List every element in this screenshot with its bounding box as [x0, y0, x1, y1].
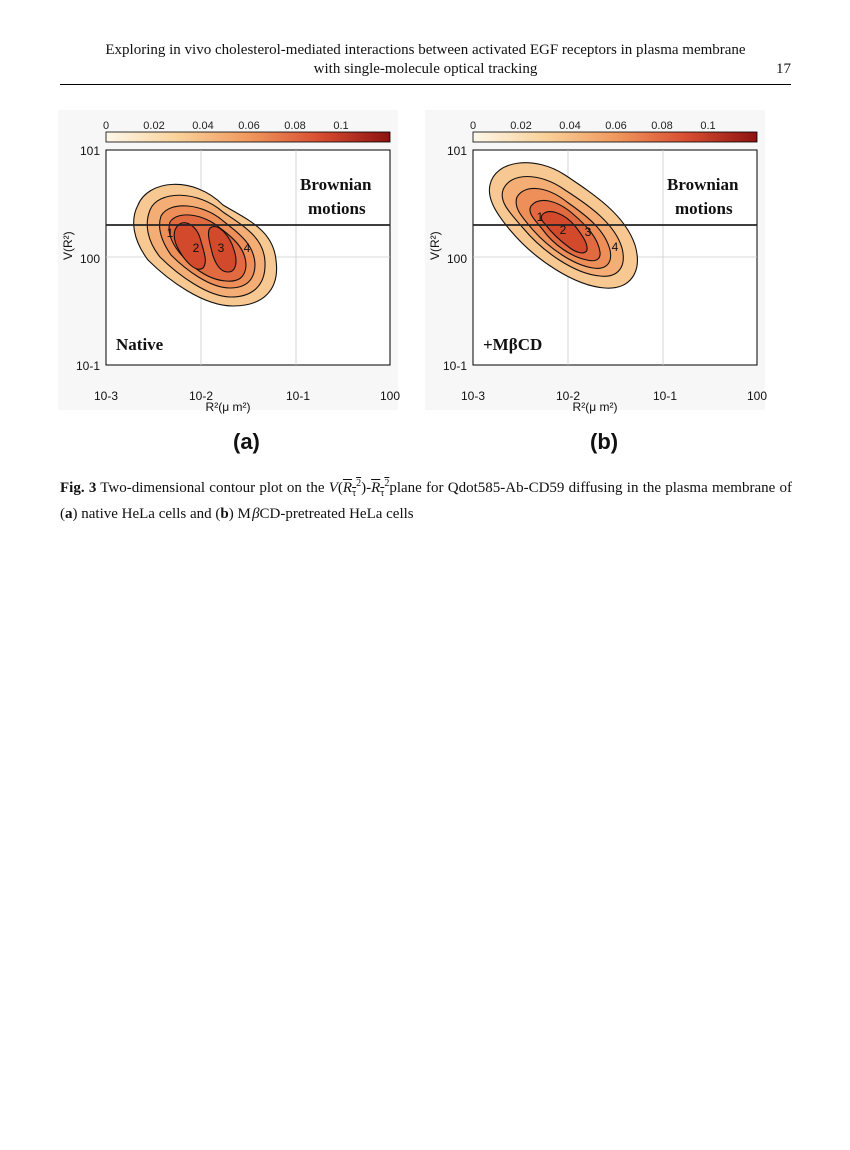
colorbar-tick: 0.04	[559, 120, 581, 132]
colorbar-tick: 0.02	[143, 120, 165, 132]
x-axis-label: R²(μ m²)	[572, 400, 618, 414]
colorbar-tick: 0	[102, 120, 110, 132]
caption-text: plane for Qdot585-Ab-CD59 diffusing in the plasma membrane of (	[60, 480, 793, 522]
colorbar	[473, 132, 757, 142]
caption-prefix: Fig. 3	[60, 480, 97, 496]
x-tick: 10-1	[653, 389, 678, 403]
header-rule	[60, 84, 791, 85]
panel-label-a: (a)	[233, 429, 260, 454]
colorbar-tick: 0	[469, 120, 477, 132]
colorbar-tick: 0.08	[651, 120, 673, 132]
y-tick: 10-1	[76, 359, 101, 373]
x-tick: 10-2	[189, 389, 214, 403]
x-tick: 10-2	[556, 389, 581, 403]
y-axis-label: V(R²)	[61, 231, 75, 260]
caption-ref-a: a	[65, 506, 73, 522]
y-tick: 101	[80, 144, 101, 158]
panel-label-b: (b)	[590, 429, 619, 454]
caption-text: ) native HeLa cells and (	[72, 506, 221, 522]
caption-math-v: V	[328, 480, 338, 496]
y-tick: 10-1	[443, 359, 468, 373]
region-label-line2: motions	[308, 199, 366, 218]
header-title-line1: Exploring in vivo cholesterol-mediated interactions between activated EGF receptors in plasma membrane	[105, 42, 746, 58]
y-tick: 100	[447, 252, 468, 266]
peak-label: 2	[559, 223, 567, 237]
colorbar-tick: 0.1	[333, 120, 349, 132]
peak-label: 3	[584, 225, 592, 239]
region-label-line1: Brownian	[667, 175, 739, 194]
region-label-line1: Brownian	[300, 175, 372, 194]
figure-caption: Fig. 3 Two-dimensional contour plot on the $V(R_\tau^2)-R_\tau^2plane$ for Qdot585-Ab-CD59 diffusing in the plasma membrane of (a) native HeLa cells and (b) M βCD-pretreated HeLa cells	[60, 478, 793, 522]
peak-label: 2	[192, 241, 200, 255]
condition-label: +MβCD	[483, 335, 543, 354]
peak-label: 4	[611, 240, 619, 254]
x-axis-label: R²(μ m²)	[205, 400, 251, 414]
colorbar-tick: 0.02	[510, 120, 532, 132]
peak-label: 4	[243, 241, 251, 255]
peak-label: 3	[217, 241, 225, 255]
y-tick: 100	[80, 252, 101, 266]
x-tick: 100	[380, 389, 401, 403]
contour-plot-native	[58, 110, 401, 414]
header-title-line2: with single-molecule optical tracking	[313, 61, 538, 77]
x-tick: 10-1	[286, 389, 311, 403]
y-tick: 101	[447, 144, 468, 158]
running-header	[60, 41, 791, 79]
colorbar-tick: 0.08	[284, 120, 306, 132]
peak-label: 1	[536, 210, 544, 224]
region-label-line2: motions	[675, 199, 733, 218]
peak-label: 1	[166, 226, 174, 240]
y-axis-label: V(R²)	[428, 231, 442, 260]
caption-text: Two-dimensional contour plot on the	[100, 480, 325, 496]
x-tick: 10-3	[94, 389, 119, 403]
caption-text: CD-pretreated HeLa cells	[259, 506, 414, 522]
caption-text: ) M	[228, 506, 251, 522]
colorbar-tick: 0.06	[238, 120, 260, 132]
colorbar	[106, 132, 390, 142]
x-tick: 10-3	[461, 389, 486, 403]
caption-ref-b: b	[220, 506, 229, 522]
contour-plot-mbcd	[425, 110, 768, 414]
colorbar-tick: 0.1	[700, 120, 716, 132]
page-number: 17	[776, 61, 791, 77]
colorbar-tick: 0.06	[605, 120, 627, 132]
colorbar-tick: 0.04	[192, 120, 214, 132]
condition-label: Native	[116, 335, 164, 354]
x-tick: 100	[747, 389, 768, 403]
